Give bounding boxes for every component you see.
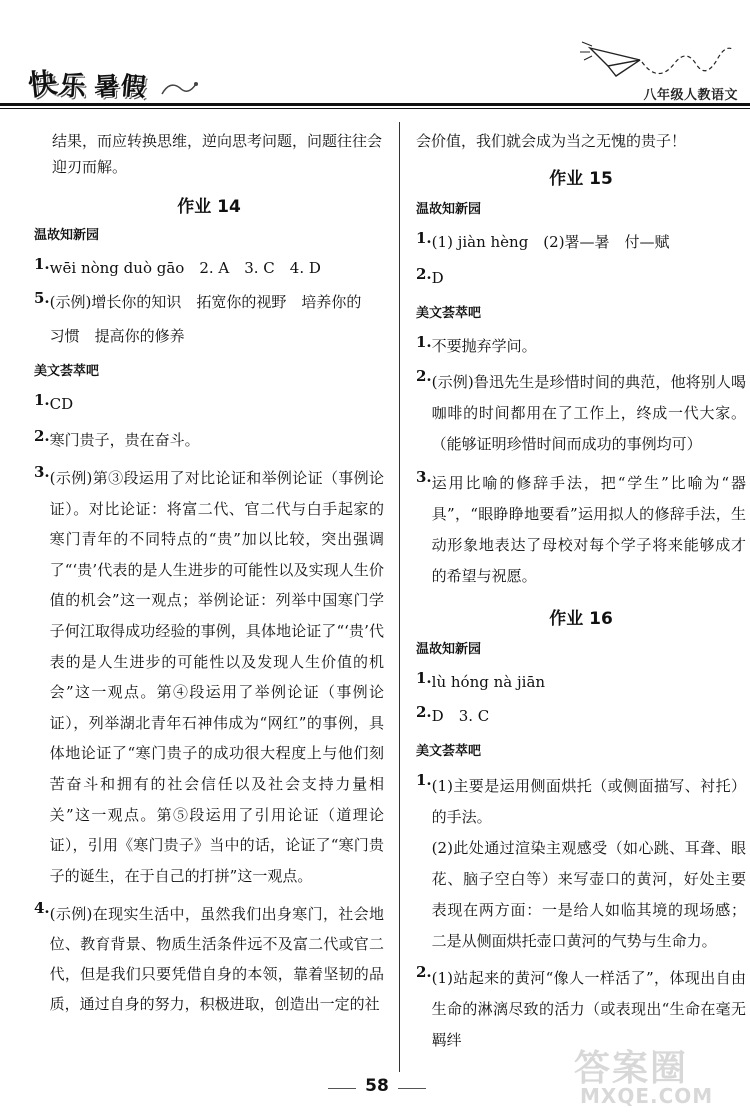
answer-number: 1.: [34, 255, 50, 273]
answer-text: 寒门贵子，贵在奋斗。: [49, 431, 200, 449]
answer-number: 2.: [416, 963, 432, 981]
answer-number: 3.: [416, 468, 432, 486]
answer-number: 1.: [416, 229, 432, 247]
answer-item: [416, 229, 746, 255]
answer-number: 2.: [416, 703, 432, 721]
footer-dash: [398, 1088, 426, 1089]
answer-number: 1.: [416, 669, 432, 687]
logo-swirl-decoration: [160, 78, 200, 100]
logo-char: 乐: [57, 70, 87, 103]
answer-text: (示例)在现实生活中，虽然我们出身寒门，社会地位、教育背景、物质生活条件远不及富二代或官二代，但是我们只要凭借自身的本领，靠着坚韧的品质，通过自身的努力，积极进取，创造出一定的社: [49, 905, 384, 1014]
continued-text: 会价值，我们就会成为当之无愧的贵子！: [416, 132, 687, 150]
continued-text: 迎刃而解。: [52, 158, 128, 176]
answer-number: 2.: [34, 427, 50, 445]
answer-text: (示例)第③段运用了对比论证和举例论证（事例论证）。对比论证：将富二代、官二代与白手起家的寒门青年的不同特点的“贵”加以比较，突出强调了“‘贵’代表的是人生进步的可能性以及实现人生价值的机会”这一观点；举例论证：列举中国寒门学子何江取得成功经验的事例，具体地论证了“‘贵’代表的是人生进步的可能性以及发现人生价值的机会”这一观点。第④段运用了举例论证（事例论证），列举湖北青年石神伟成为“网红”的事例，具体地论证了“寒门贵子的成功很大程度上与他们刻苦奋斗和拥有的社会信任以及社会支持力量相关”这一观点。第⑤段运用了引用论证（道理论证），引用《寒门贵子》当中的话，论证了“寒门贵子的诞生，在于自己的打拼”这一观点。: [49, 469, 384, 885]
homework-title: 作业 14: [177, 197, 241, 217]
section-heading: 美文荟萃吧: [416, 744, 482, 759]
answer-number: 3.: [34, 463, 50, 481]
left-column: [34, 128, 384, 1019]
answer-item: [416, 669, 746, 695]
answer-text: D 3. C: [431, 707, 490, 725]
footer-dash: [328, 1088, 356, 1089]
answer-text: 不要抛弃学问。: [431, 337, 537, 355]
answer-number: 4.: [34, 899, 50, 918]
section-heading: 温故知新园: [34, 228, 100, 243]
answer-text: (示例)增长你的知识 拓宽你的视野 培养你的: [49, 293, 362, 311]
page-header: [0, 0, 750, 112]
homework-title: 作业 16: [549, 609, 613, 629]
answer-text: wēi nòng duò gāo 2. A 3. C 4. D: [49, 259, 321, 277]
answer-text: 运用比喻的修辞手法，把“学生”比喻为“器具”，“眼睁睁地要看”运用拟人的修辞手法，生动形象地表达了母校对每个学子将来能够成才的希望与祝愿。: [431, 474, 746, 585]
answer-text: CD: [49, 395, 74, 413]
section-heading: 美文荟萃吧: [416, 306, 482, 321]
answer-item: [34, 463, 384, 891]
answer-text: (2)此处通过渲染主观感受（如心跳、耳聋、眼花、脑子空白等）来写壶口的黄河，好处主要表现在两方面：一是给人如临其境的现场感；二是从侧面烘托壶口黄河的气势与生命力。: [431, 839, 746, 950]
answer-item: [34, 899, 384, 1019]
answer-number: 5.: [34, 289, 50, 307]
logo-char: 快: [26, 65, 59, 103]
watermark-url: MXQE.COM: [580, 1084, 714, 1108]
answer-text: (1) jiàn hèng (2)署—暑 付—赋: [431, 233, 670, 251]
answer-number: 2.: [416, 367, 432, 385]
answer-text: (1)站起来的黄河“像人一样活了”，体现出自由生命的淋漓尽致的活力（或表现出“生命在毫无羁绊: [431, 969, 746, 1049]
answer-item: [416, 468, 746, 592]
homework-title: 作业 15: [549, 169, 613, 189]
answer-number: 1.: [416, 333, 432, 351]
answer-text: 习惯 提高你的修养: [49, 327, 185, 345]
answer-item: [34, 289, 384, 349]
watermark-text: 答案圈: [574, 1048, 689, 1089]
page-number: 58: [365, 1076, 389, 1096]
section-heading: 温故知新园: [416, 202, 482, 217]
answer-item: [34, 427, 384, 453]
section-heading: 温故知新园: [416, 642, 482, 657]
answer-item: [34, 255, 384, 281]
answer-number: 1.: [416, 771, 432, 789]
answer-text: lù hóng nà jiān: [431, 673, 546, 691]
answer-item: [416, 771, 746, 957]
continued-text: 结果，而应转换思维，逆向思考问题，问题往往会: [52, 132, 383, 150]
answer-text: (1)主要是运用侧面烘托（或侧面描写、衬托）的手法。: [431, 777, 746, 826]
section-heading: 美文荟萃吧: [34, 364, 100, 379]
answer-item: [416, 367, 746, 460]
logo-char: 假: [119, 70, 148, 103]
site-watermark: [570, 1040, 740, 1110]
logo-char: 暑: [93, 71, 120, 102]
answer-number: 2.: [416, 265, 432, 283]
header-rule-thin: [0, 108, 750, 109]
answer-item: [416, 333, 746, 359]
answer-item: [416, 265, 746, 291]
header-rule: [0, 103, 750, 106]
answer-text: (示例)鲁迅先生是珍惜时间的典范，他将别人喝咖啡的时间都用在了工作上，终成一代大家。（能够证明珍惜时间而成功的事例均可）: [431, 373, 746, 453]
book-subject-label: 八年级人教语文: [643, 88, 738, 103]
column-divider: [399, 122, 400, 1072]
book-logo: [28, 62, 148, 103]
right-column: [416, 128, 746, 1056]
answer-text: D: [431, 269, 444, 287]
answer-number: 1.: [34, 391, 50, 409]
answer-item: [34, 391, 384, 417]
answer-item: [416, 703, 746, 729]
